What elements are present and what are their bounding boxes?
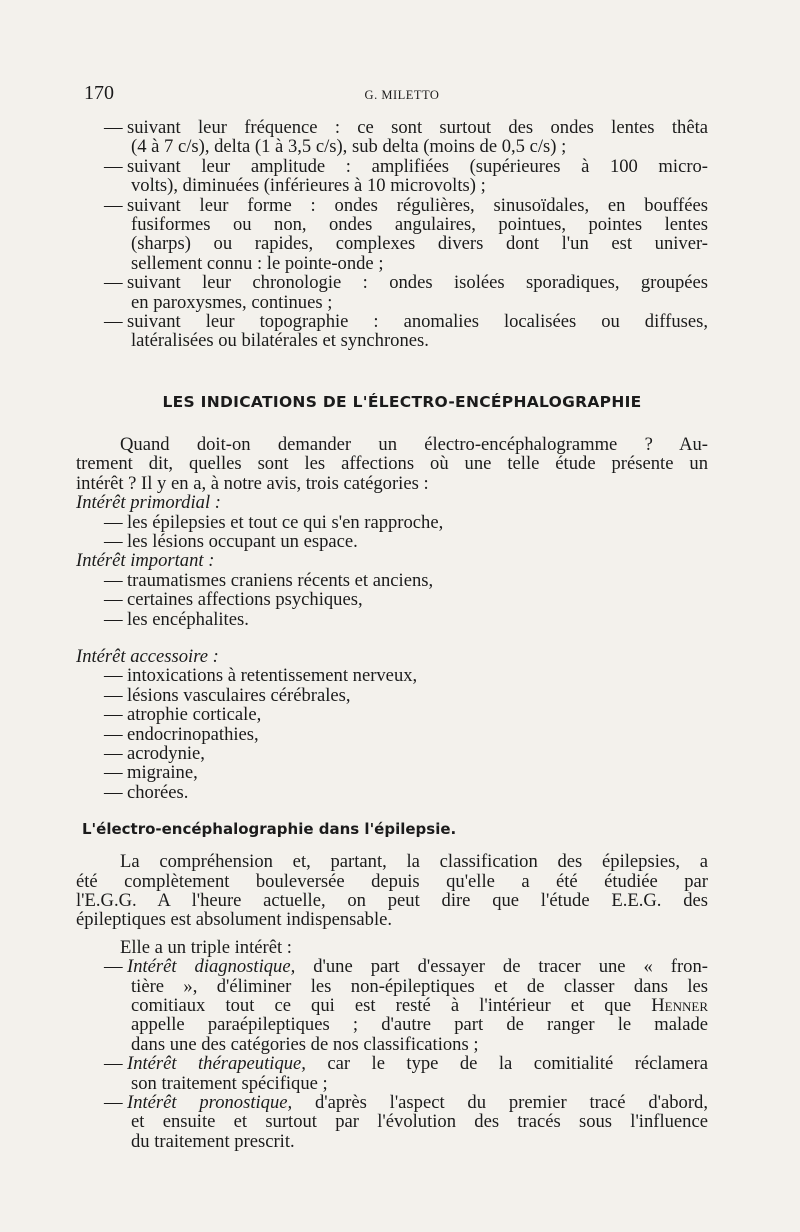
list-item-line: volts), diminuées (inférieures à 10 microvolts) ;	[131, 175, 486, 197]
list-item-line: — suivant leur forme : ondes régulières, sinusoïdales, en bouffées	[104, 194, 708, 216]
category-important	[76, 551, 708, 629]
list-item: — migraine,	[104, 762, 198, 784]
list-item-line: — suivant leur topographie : anomalies localisées ou diffuses,	[104, 311, 708, 333]
category-title: Intérêt accessoire :	[76, 645, 219, 667]
list-item: — intoxications à retentissement nerveux,	[104, 665, 418, 687]
list-item: — certaines affections psychiques,	[104, 589, 363, 611]
list-item: — traumatismes craniens récents et anciens,	[104, 569, 434, 591]
list-item-line: (sharps) ou rapides, complexes divers dont l'un est univer-	[131, 233, 708, 255]
list-item: — endocrinopathies,	[104, 723, 259, 745]
list-item: — acrodynie,	[104, 742, 205, 764]
list-item: — lésions vasculaires cérébrales,	[104, 684, 351, 706]
list-item-line: — suivant leur amplitude : amplifiées (supérieures à 100 micro-	[104, 155, 708, 177]
list-item: — les lésions occupant un espace.	[104, 530, 358, 552]
section-intro-paragraph: Quand doit-on demander un électro-encéphalogramme ? Au- trement dit, quelles sont les affections où une telle étude présente un intérêt ? Il y en a, à notre avis, trois catégories :	[76, 433, 708, 494]
category-primordial	[76, 493, 708, 551]
page-header	[84, 76, 720, 116]
category-title: Intérêt primordial :	[76, 492, 221, 514]
page-body	[76, 118, 708, 1151]
list-item-line: (4 à 7 c/s), delta (1 à 3,5 c/s), sub delta (moins de 0,5 c/s) ;	[131, 136, 567, 158]
spacer	[76, 629, 708, 647]
category-title: Intérêt important :	[76, 550, 215, 572]
category-accessoire	[76, 647, 708, 802]
list-item-line: sellement connu : le pointe-onde ;	[131, 252, 384, 274]
interest-prognostic: — Intérêt pronostique, d'après l'aspect du premier tracé d'abord, et ensuite et surtout par l'évolution des tracés sous l'influence du traitement prescrit.	[104, 1092, 708, 1152]
wave-criteria-list	[76, 118, 708, 351]
list-item-line: — suivant leur chronologie : ondes isolées sporadiques, groupées	[104, 272, 708, 294]
subsection-heading: L'électro-encéphalographie dans l'épilepsie.	[82, 820, 457, 839]
list-item: — les épilepsies et tout ce qui s'en rapproche,	[104, 511, 444, 533]
author-name: Henner	[651, 995, 708, 1017]
list-item-line: fusiformes ou non, ondes angulaires, pointues, pointes lentes	[131, 214, 708, 236]
running-head: G. MILETTO	[364, 88, 440, 102]
list-item: — les encéphalites.	[104, 608, 249, 630]
epilepsy-paragraph: La compréhension et, partant, la classification des épilepsies, a été complètement bouleversée depuis qu'elle a été étudiée par l'E.G.G. A l'heure actuelle, on peut dire que l'étude E.E.G. des épileptiques est absolument indispensable.	[76, 851, 708, 931]
interest-diagnostic: — Intérêt diagnostique, d'une part d'essayer de tracer une « fron- tière », d'éliminer les non-épileptiques et de classer dans les comitiaux tout ce qui est resté à l'intérieur et que Henner appelle paraépileptiques ; d'autre part de ranger le malade dans une des catégories de nos classifications ;	[104, 956, 708, 1055]
list-item-line: en paroxysmes, continues ;	[131, 291, 333, 313]
triple-interest-lead: Elle a un triple intérêt :	[120, 936, 292, 958]
page-number: 170	[84, 82, 114, 104]
interest-therapeutic: — Intérêt thérapeutique, car le type de la comitialité réclamera son traitement spécifique ;	[104, 1053, 708, 1094]
list-item-line: latéralisées ou bilatérales et synchrones.	[131, 330, 429, 352]
list-item: — atrophie corticale,	[104, 704, 262, 726]
section-heading: LES INDICATIONS DE L'ÉLECTRO-ENCÉPHALOGRAPHIE	[162, 392, 642, 411]
list-item: — chorées.	[104, 781, 189, 803]
list-item-line: — suivant leur fréquence : ce sont surtout des ondes lentes thêta	[104, 117, 708, 138]
